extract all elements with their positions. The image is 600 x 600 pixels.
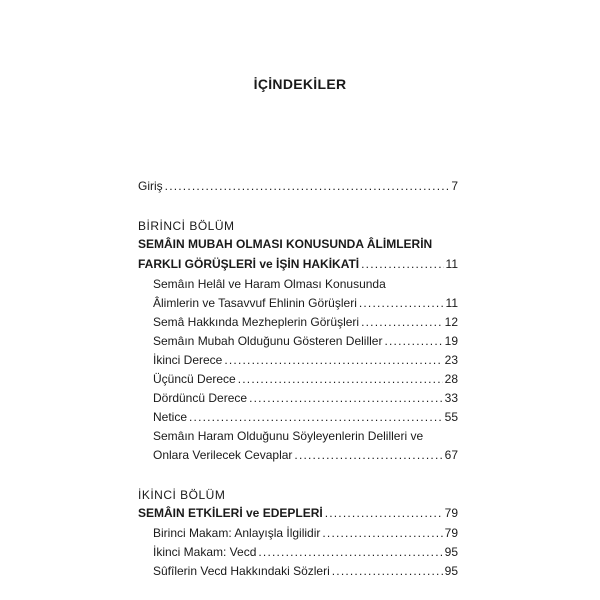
toc-entry-page: 95 [444,545,458,559]
toc-entry-page: 33 [444,391,458,405]
dot-leader [249,389,443,407]
toc-entry-label: Semâın Mubah Olduğunu Gösteren Deliller [153,334,383,348]
toc-entry-page: 23 [444,353,458,367]
section-heading-connector: ve [256,257,277,271]
page-title: İÇİNDEKİLER [253,76,347,92]
section-label: BİRİNCİ BÖLÜM [138,219,235,233]
toc-entry-label: Birinci Makam: Anlayışla İlgilidir [153,526,321,540]
section-heading-entry[interactable] [138,504,458,522]
toc-entry[interactable] [153,562,458,580]
dot-leader [189,408,443,426]
toc-entry-label: Onlara Verilecek Cevaplar [153,448,293,462]
toc-entry-label: Üçüncü Derece [153,372,236,386]
toc-entry-page: 67 [444,448,458,462]
toc-entry-label: Semâın Helâl ve Haram Olması Konusunda [153,277,386,291]
dot-leader [384,332,442,350]
toc-entry-page: 55 [444,410,458,424]
dot-leader [361,313,443,331]
toc-entry[interactable] [153,294,458,312]
toc-entry-intro[interactable] [138,177,458,195]
toc-entry[interactable] [153,408,458,426]
section-heading-entry[interactable] [138,255,458,273]
section-heading-part1: FARKLI GÖRÜŞLERİ [138,257,257,271]
toc-entry[interactable] [153,427,458,445]
dot-leader [224,351,442,369]
toc-entry[interactable] [153,543,458,561]
toc-entry-label: Netice [153,410,188,424]
dot-leader [332,562,443,580]
toc-entry[interactable] [153,389,458,407]
toc-entry-page: 95 [444,564,458,578]
dot-leader [258,543,442,561]
toc-entry-label: İkinci Derece [153,353,223,367]
toc-entry[interactable] [153,332,458,350]
toc-entry-page: 11 [445,296,458,310]
toc-entry[interactable] [153,370,458,388]
toc-entry[interactable] [153,351,458,369]
section-heading-part1: SEMÂIN ETKİLERİ [138,506,243,520]
toc-entry[interactable] [153,313,458,331]
dot-leader [361,255,443,273]
section-heading[interactable] [138,235,458,253]
toc-entry-page: 79 [444,506,458,520]
dot-leader [322,524,442,542]
toc-entry-label: Dördüncü Derece [153,391,248,405]
section-heading-part2: EDEPLERİ [262,506,323,520]
dot-leader [359,294,444,312]
toc-entry-label: Semâın Haram Olduğunu Söyleyenlerin Delilleri ve [153,429,424,443]
section-heading-part2: İŞİN HAKİKATİ [276,257,360,271]
dot-leader [325,504,443,522]
toc-entry-page: 19 [444,334,458,348]
section-heading-line1: SEMÂIN MUBAH OLMASI KONUSUNDA ÂLİMLERİN [138,237,433,251]
toc-entry-label: Giriş [138,179,163,193]
dot-leader [294,446,442,464]
toc-entry[interactable] [153,275,458,293]
toc-entry-page: 28 [444,372,458,386]
toc-entry-label: Semâ Hakkında Mezheplerin Görüşleri [153,315,360,329]
dot-leader [165,177,450,195]
toc-entry[interactable] [153,524,458,542]
toc-entry-page: 11 [445,257,458,271]
toc-entry-page: 79 [444,526,458,540]
toc-entry-label: İkinci Makam: Vecd [153,545,257,559]
toc-entry-page: 12 [444,315,458,329]
toc-entry-label: Âlimlerin ve Tasavvuf Ehlinin Görüşleri [153,296,357,310]
section-label: İKİNCİ BÖLÜM [138,488,226,502]
toc-entry-page: 7 [451,179,458,193]
toc-entry[interactable] [153,446,458,464]
section-heading-connector: ve [242,506,263,520]
dot-leader [238,370,443,388]
toc-entry-label: Sûfîlerin Vecd Hakkındaki Sözleri [153,564,330,578]
